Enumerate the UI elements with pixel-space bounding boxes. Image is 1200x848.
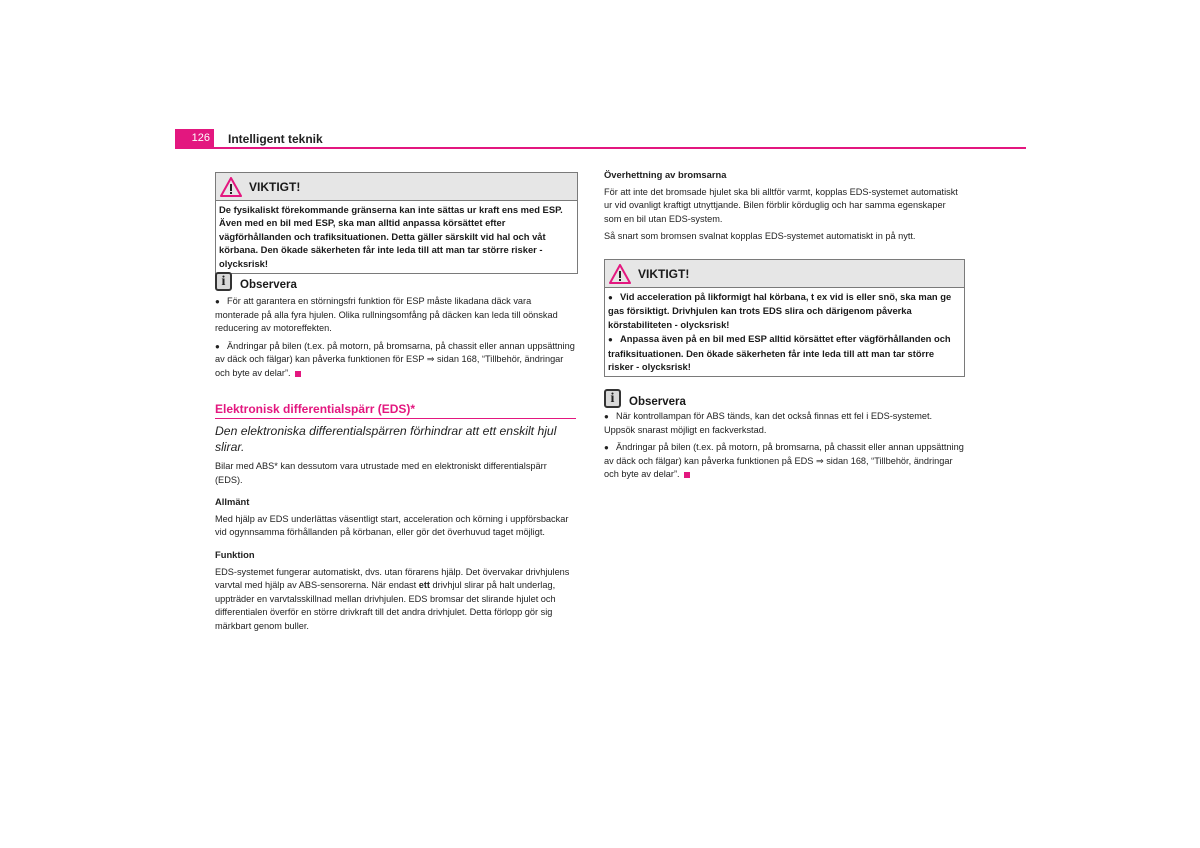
warning-box-eds [604, 259, 965, 377]
info-note-icon: i [604, 389, 621, 408]
overheat-text-2: Så snart som bromsen svalnat kopplas EDS-systemet automatiskt in på nytt. [604, 231, 916, 242]
warning-text [216, 201, 577, 273]
end-marker-icon [684, 472, 690, 478]
overheat-section [604, 168, 964, 248]
general-heading: Allmänt [215, 496, 250, 508]
general-text: Med hjälp av EDS underlättas väsentligt start, acceleration och körning i uppförsbackar vid ogynnsamma förhållanden på körbanan, eller gör det överhuvud taget möjligt. [215, 513, 569, 538]
page-number: 126 [175, 129, 214, 147]
function-text: EDS-systemet fungerar automatiskt, dvs. utan förarens hjälp. Det övervakar drivhjulens varvtal med hjälp av ABS-sensorerna. När endast ett drivhjul slirar på halt underlag, uppträder en varvtalsskillnad mellan drivhjulen. EDS bromsar det slirande hjulet och differentialen överför en större drivkraft till det andra drivhjulet. Detta förlopp gör sig märkbart genom buller. [215, 566, 570, 631]
warning-text [605, 288, 964, 376]
warning-header [216, 173, 577, 201]
warning-triangle-icon [609, 264, 631, 284]
warning-title: VIKTIGT! [249, 179, 301, 194]
bullet-icon: ● [604, 443, 609, 453]
bullet-icon: ● [604, 412, 609, 421]
eds-body [215, 460, 576, 634]
eds-intro: Bilar med ABS* kan dessutom vara utrustade med en elektroniskt differentialspärr (EDS). [215, 461, 547, 485]
bullet-icon: ● [608, 335, 613, 345]
warning-header [605, 260, 964, 288]
note-title: Observera [240, 279, 297, 291]
warning-item: ● Vid acceleration på likformigt hal körbana, t ex vid is eller snö, ska man ge gas försiktigt. Drivhjulen kan trots EDS slira och därigenom påverka körstabiliteten - olycksrisk! [608, 291, 952, 330]
eds-section [215, 402, 576, 638]
note-eds [604, 389, 964, 486]
note-item: ● Ändringar på bilen (t.ex. på motorn, på bromsarna, på chassit eller annan uppsättning av däck och fälgar) kan påverka funktionen för ESP ⇒ sidan 168, “Tillbehör, ändringar och byte av delar”. [215, 340, 575, 378]
note-header [215, 272, 576, 291]
note-esp [215, 272, 576, 385]
eds-heading: Elektronisk differentialspärr (EDS)* [215, 402, 416, 416]
note-body [215, 295, 576, 381]
note-item: ● När kontrollampan för ABS tänds, kan det också finnas ett fel i EDS-systemet. Uppsök snarast möjligt en fackverkstad. [604, 411, 933, 435]
overheat-heading: Överhettning av bromsarna [604, 169, 727, 180]
end-marker-icon [295, 371, 301, 377]
warning-box-esp [215, 172, 578, 274]
header-rule [175, 147, 1026, 149]
warning-triangle-icon [220, 177, 242, 197]
bullet-icon: ● [215, 297, 220, 306]
eds-lead: Den elektroniska differentialspärren förhindrar att ett enskilt hjul slirar. [215, 424, 557, 454]
overheat-text: För att inte det bromsade hjulet ska bli alltför varmt, kopplas EDS-systemet automatiskt ur vid ovanligt kraftigt utnyttjande. Bilen förblir körduglig och har samma egenskaper som en bil utan EDS-system. [604, 186, 958, 224]
warning-title: VIKTIGT! [638, 266, 690, 281]
note-body [604, 410, 964, 482]
note-item: ● Ändringar på bilen (t.ex. på motorn, på bromsarna, på chassit eller annan uppsättning av däck och fälgar) kan påverka funktionen på EDS ⇒ sidan 168, “Tillbehör, ändringar och byte av delar”. [604, 442, 964, 480]
section-title: Intelligent teknik [228, 132, 323, 146]
note-header [604, 389, 964, 408]
bullet-icon: ● [215, 341, 220, 351]
info-note-icon: i [215, 272, 232, 291]
warning-paragraph: De fysikaliskt förekommande gränserna kan inte sättas ur kraft ens med ESP. Även med en bil med ESP, ska man alltid anpassa körsättet efter vägförhållanden och trafiksituationen. Detta gäller särskilt vid hal och våt körbana. Den ökade säkerheten får inte leda till att man tar större risker - olycksrisk! [219, 204, 563, 269]
function-heading: Funktion [215, 548, 255, 560]
warning-item: ● Anpassa även på en bil med ESP alltid körsättet efter vägförhållanden och trafiksituationen. Den ökade säkerheten får inte leda till att man tar större risker - olycksrisk! [608, 333, 951, 373]
note-item: ● För att garantera en störningsfri funktion för ESP måste likadana däck vara monterade på alla fyra hjulen. Olika rullningsomfång på däcken kan leda till oönskad reducering av motoreffekten. [215, 296, 558, 334]
note-title: Observera [629, 396, 686, 408]
bullet-icon: ● [608, 293, 613, 302]
heading-rule [215, 418, 576, 419]
